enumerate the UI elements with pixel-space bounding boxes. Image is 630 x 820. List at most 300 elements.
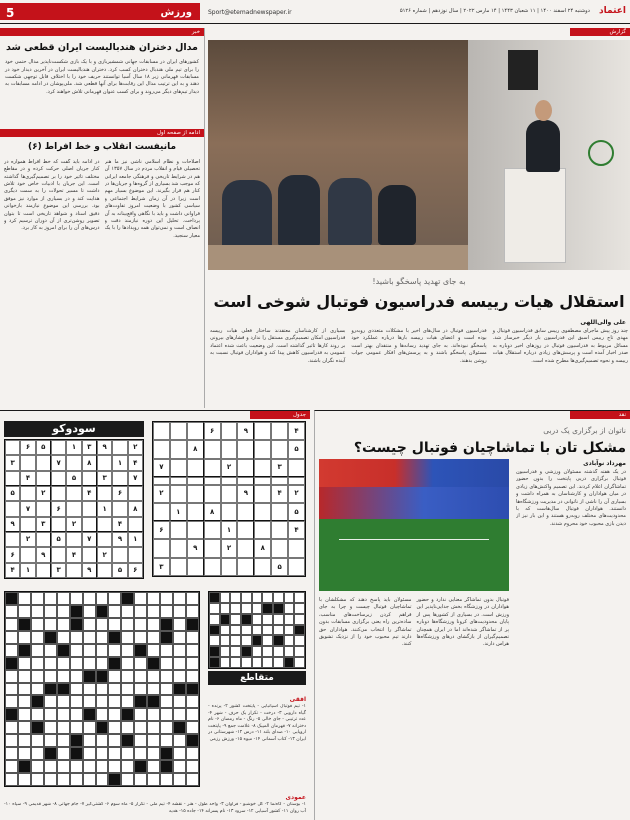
- mini-crossword-grid: [208, 591, 306, 669]
- sudoku-cell: [36, 471, 51, 486]
- crossword-cell: [96, 773, 109, 786]
- sudoku-cell: [97, 532, 112, 547]
- crossword-cell: [44, 708, 57, 721]
- sudoku-cell: [288, 459, 305, 477]
- sudoku-cell: [204, 440, 221, 458]
- crossword-cell: [44, 721, 57, 734]
- stadium-stands-top: [319, 459, 509, 487]
- crossword-cell: [44, 670, 57, 683]
- sudoku-cell: ۷: [128, 471, 143, 486]
- sudoku-cell: [20, 486, 35, 501]
- sudoku-cell: [20, 517, 35, 532]
- crossword-cell: [209, 603, 220, 614]
- sudoku-cell: [112, 547, 127, 562]
- crossword-cell: [18, 657, 31, 670]
- crossword-cell: [147, 760, 160, 773]
- crossword-cell: [294, 657, 305, 668]
- sudoku-cell: ۸: [82, 455, 97, 470]
- crossword-cell: [230, 603, 241, 614]
- crossword-cell: [284, 592, 295, 603]
- crossword-cell: [96, 657, 109, 670]
- sudoku-cell: [128, 547, 143, 562]
- sudoku-cell: [153, 477, 170, 485]
- sudoku-cell: ۱: [20, 563, 35, 578]
- sudoku-cell: ۱: [66, 440, 81, 455]
- crossword-cell: [18, 734, 31, 747]
- crossword-cell: [57, 605, 70, 618]
- crossword-cell: [70, 747, 83, 760]
- crossword-cell: [5, 747, 18, 760]
- crossword-cell: [96, 695, 109, 708]
- crossword-cell: [160, 605, 173, 618]
- crossword-cell: [252, 603, 263, 614]
- sudoku-cell: [271, 440, 288, 458]
- sudoku-cell: [254, 459, 271, 477]
- crossword-cell: [134, 605, 147, 618]
- crossword-cell: [173, 760, 186, 773]
- crossword-cell: [108, 708, 121, 721]
- crossword-cell: [262, 657, 273, 668]
- crossword-cell: [134, 708, 147, 721]
- sudoku-cell: [221, 477, 238, 485]
- crossword-cell: [5, 695, 18, 708]
- crossword-cell: [186, 721, 199, 734]
- crossword-cell: [18, 618, 31, 631]
- crossword-cell: [57, 721, 70, 734]
- crossword-cell: [186, 657, 199, 670]
- crossword-cell: [173, 605, 186, 618]
- article-tag: نقد: [570, 411, 630, 419]
- sudoku-cell: ۵: [288, 440, 305, 458]
- sudoku-cell: ۹: [237, 422, 254, 440]
- crossword-cell: [18, 708, 31, 721]
- stadium-pitch-line: [339, 539, 489, 540]
- sudoku-cell: [221, 558, 238, 576]
- crossword-cell: [83, 592, 96, 605]
- crossword-cell: [186, 631, 199, 644]
- crossword-cell: [173, 592, 186, 605]
- sudoku-cell: [187, 503, 204, 521]
- crossword-cell: [57, 708, 70, 721]
- crossword-cell: [57, 592, 70, 605]
- crossword-cell: [241, 592, 252, 603]
- crossword-cell: [121, 708, 134, 721]
- crossword-cell: [70, 683, 83, 696]
- crossword-cell: [121, 747, 134, 760]
- sudoku-cell: [254, 422, 271, 440]
- crossword-cell: [18, 670, 31, 683]
- crossword-cell: [31, 605, 44, 618]
- crossword-cell: [160, 592, 173, 605]
- sudoku-cell: ۳: [51, 563, 66, 578]
- sudoku-cell: [170, 539, 187, 557]
- sudoku-cell: ۸: [187, 440, 204, 458]
- sudoku-cell: [254, 477, 271, 485]
- sudoku-cell: [36, 563, 51, 578]
- sudoku-cell: [271, 521, 288, 539]
- crossword-cell: [173, 721, 186, 734]
- crossword-cell: [273, 657, 284, 668]
- crossword-cell: [186, 618, 199, 631]
- crossword-cell: [160, 683, 173, 696]
- crossword-cell: [70, 657, 83, 670]
- sudoku-cell: [271, 503, 288, 521]
- sudoku-cell: [170, 422, 187, 440]
- sudoku-cell: [153, 539, 170, 557]
- crossword-cell: [108, 683, 121, 696]
- sudoku-cell: [51, 547, 66, 562]
- sudoku-cell: ۲: [128, 440, 143, 455]
- crossword-cell: [294, 646, 305, 657]
- crossword-cell: [230, 614, 241, 625]
- sudoku-cell: [97, 563, 112, 578]
- crossword-cell: [31, 592, 44, 605]
- crossword-cell: [83, 721, 96, 734]
- sudoku-cell: ۹: [237, 485, 254, 503]
- crossword-cell: [173, 734, 186, 747]
- crossword-cell: [273, 646, 284, 657]
- crossword-cell: [252, 614, 263, 625]
- crossword-cell: [57, 683, 70, 696]
- crossword-cell: [18, 760, 31, 773]
- crossword-cell: [252, 592, 263, 603]
- crossword-cell: [209, 625, 220, 636]
- crossword-cell: [44, 618, 57, 631]
- crossword-cell: [31, 773, 44, 786]
- sudoku-box: [4, 421, 144, 579]
- crossword-cell: [252, 657, 263, 668]
- sudoku-cell: ۴: [20, 471, 35, 486]
- stadium-stands-mid: [319, 487, 509, 519]
- sudoku-cell: ۷: [20, 501, 35, 516]
- crossword-cell: [160, 618, 173, 631]
- crossword-cell: [230, 592, 241, 603]
- crossword-cell: [284, 603, 295, 614]
- crossword-cell: [262, 603, 273, 614]
- crossword-cell: [294, 625, 305, 636]
- crossword-cell: [186, 773, 199, 786]
- sudoku-cell: [51, 471, 66, 486]
- crossword-cell: [186, 683, 199, 696]
- crossword-cell: [230, 657, 241, 668]
- sudoku-cell: ۲: [66, 517, 81, 532]
- sudoku-cell: [288, 477, 305, 485]
- crossword-cell: [173, 708, 186, 721]
- crossword-cell: [262, 625, 273, 636]
- sudoku-cell: ۴: [288, 521, 305, 539]
- crossword-cell: [31, 683, 44, 696]
- report-tag: گزارش: [570, 28, 630, 36]
- crossword-cell: [57, 773, 70, 786]
- sudoku-cell: [5, 501, 20, 516]
- sudoku-cell: [187, 521, 204, 539]
- sudoku-cell: ۱: [112, 455, 127, 470]
- crossword-cell: [209, 592, 220, 603]
- crossword-cell: [186, 644, 199, 657]
- section-name-box: [0, 3, 200, 20]
- crossword-cell: [147, 618, 160, 631]
- sudoku-cell: [237, 440, 254, 458]
- crossword-cell: [5, 670, 18, 683]
- crossword-cell: [70, 605, 83, 618]
- sudoku-cell: [66, 563, 81, 578]
- photo-audience-2: [278, 175, 320, 247]
- sudoku-cell: ۷: [153, 459, 170, 477]
- sudoku-cell: ۵: [288, 503, 305, 521]
- crossword-cell: [173, 695, 186, 708]
- motaghate-title: متقاطع: [208, 671, 306, 685]
- crossword-cell: [186, 747, 199, 760]
- vertical-title: عمودی: [285, 794, 306, 801]
- crossword-cell: [31, 618, 44, 631]
- crossword-cell: [186, 760, 199, 773]
- crossword-cell: [70, 695, 83, 708]
- crossword-cell: [284, 646, 295, 657]
- crossword-cell: [83, 708, 96, 721]
- crossword-cell: [241, 657, 252, 668]
- horizontal-clue-text: ۱- تیم فوتبال اسپانیایی - پایتخت کشور ۲- پرنده - گیاه دارویی ۳- درخت - تکرار یک حرف - شهر ۴- عدد ترتیبی - جای خالی ۵- رنگ - ماه رمضان ۶- نام دخترانه ۷- قهرمان المپیک ۸- علامت جمع ۹- پایتخت اروپایی ۱۰- صدای بلند ۱۱- درس ۱۲- شهرستانی در ایران ۱۳- کتاب آسمانی ۱۴- میوه ۱۵- ورزش رزمی: [208, 704, 306, 742]
- crossword-cell: [262, 592, 273, 603]
- sudoku-cell: [5, 471, 20, 486]
- crossword-cell: [147, 644, 160, 657]
- sudoku-cell: ۵: [5, 486, 20, 501]
- sudoku-cell: ۶: [204, 422, 221, 440]
- crossword-cell: [186, 605, 199, 618]
- crossword-cell: [108, 670, 121, 683]
- crossword-cell: [18, 605, 31, 618]
- report-headline: استقلال هیات رییسه فدراسیون فوتبال شوخی است: [213, 292, 625, 311]
- horizontal-clues: [208, 695, 306, 755]
- crossword-cell: [294, 603, 305, 614]
- crossword-cell: [173, 644, 186, 657]
- sudoku-cell: ۶: [20, 440, 35, 455]
- sudoku-cell: [170, 485, 187, 503]
- sudoku-cell: [97, 455, 112, 470]
- crossword-cell: [57, 631, 70, 644]
- sudoku-cell: [66, 532, 81, 547]
- report-body-col2: فدراسیون فوتبال در سال‌های اخیر با مشکلات متعددی روبه‌رو بوده است و اعضای هیات رییسه بارها درباره عملکرد خود پاسخگو نبوده‌اند. به جای تهدید رسانه‌ها و منتقدان بهتر است مسئولان پاسخگو باشند و به پرسش‌های افکار عمومی جواب روشن بدهند.: [351, 328, 487, 364]
- sudoku-cell: [51, 486, 66, 501]
- photo-podium: [504, 168, 566, 263]
- crossword-cell: [18, 631, 31, 644]
- sudoku-cell: [51, 440, 66, 455]
- crossword-cell: [147, 734, 160, 747]
- crossword-cell: [44, 747, 57, 760]
- crossword-cell: [134, 683, 147, 696]
- crossword-cell: [147, 605, 160, 618]
- report-author: علی والی‌اللهی: [580, 319, 626, 326]
- sudoku-cell: ۱: [221, 521, 238, 539]
- crossword-cell: [96, 644, 109, 657]
- sudoku-cell: [237, 477, 254, 485]
- crossword-cell: [121, 721, 134, 734]
- crossword-cell: [5, 618, 18, 631]
- stadium-photo: [319, 459, 509, 591]
- opinion-body-col2: در ادامه باید گفت که خط افراط همواره در کنار جریان اصلی حرکت کرده و در مقاطع مختلف تاثیر خود را بر تصمیم‌گیری‌ها گذاشته است. این جریان با ادبیات خاص خود تلاش داشت تا مسیر تحولات را به سمت دیگری هدایت کند و در بسیاری از موارد نیز موفق بود. بررسی این موضوع نیازمند بازخوانی دقیق اسناد و شواهد تاریخی است تا بتوان تصویر روشن‌تری از آن دوران ترسیم کرد و درس‌های آن را برای امروز به کار برد.: [4, 158, 100, 232]
- crossword-cell: [284, 614, 295, 625]
- sudoku-cell: [112, 471, 127, 486]
- sudoku-cell: [20, 455, 35, 470]
- sudoku-cell: [187, 485, 204, 503]
- crossword-cell: [5, 734, 18, 747]
- sudoku-cell: [66, 455, 81, 470]
- crossword-cell: [220, 646, 231, 657]
- crossword-cell: [262, 635, 273, 646]
- sudoku-cell: [204, 539, 221, 557]
- crossword-cell: [273, 635, 284, 646]
- photo-audience-3: [328, 178, 372, 246]
- crossword-cell: [70, 721, 83, 734]
- puzzle-tag: جدول: [250, 411, 310, 419]
- sudoku-grid-2: [152, 421, 306, 577]
- photo-speaker: [526, 120, 560, 172]
- crossword-cell: [70, 644, 83, 657]
- crossword-cell: [57, 747, 70, 760]
- sudoku-cell: ۹: [36, 547, 51, 562]
- sudoku-cell: [82, 517, 97, 532]
- sudoku-grid: [4, 439, 144, 579]
- sudoku-cell: ۸: [128, 501, 143, 516]
- sudoku-cell: [237, 521, 254, 539]
- sudoku-cell: [204, 521, 221, 539]
- sudoku-cell: [82, 501, 97, 516]
- crossword-cell: [57, 618, 70, 631]
- crossword-cell: [57, 657, 70, 670]
- sudoku-cell: ۸: [204, 503, 221, 521]
- crossword-cell: [18, 592, 31, 605]
- crossword-cell: [18, 644, 31, 657]
- crossword-cell: [186, 708, 199, 721]
- sudoku-cell: [271, 539, 288, 557]
- crossword-cell: [121, 592, 134, 605]
- crossword-cell: [31, 670, 44, 683]
- sudoku-cell: ۶: [5, 547, 20, 562]
- crossword-cell: [108, 631, 121, 644]
- crossword-cell: [262, 614, 273, 625]
- news-tag: خبر: [0, 28, 204, 36]
- crossword-cell: [147, 657, 160, 670]
- sudoku-cell: [288, 558, 305, 576]
- photo-speaker-head: [535, 100, 552, 121]
- sudoku-cell: ۴: [271, 485, 288, 503]
- crossword-cell: [108, 644, 121, 657]
- crossword-cell: [160, 631, 173, 644]
- crossword-cell: [108, 657, 121, 670]
- opinion-headline: مانیفست انقلاب و خط افراط (۶): [27, 142, 177, 153]
- sudoku-cell: [271, 422, 288, 440]
- crossword-cell: [83, 695, 96, 708]
- crossword-cell: [134, 760, 147, 773]
- crossword-cell: [209, 614, 220, 625]
- article-body-col1: فوتبال بدون تماشاگر معنایی ندارد و حضور هواداران در ورزشگاه بخش جدایی‌ناپذیر این ورزش است. در بسیاری از کشورها پس از پایان محدودیت‌های کرونا ورزشگاه‌ها دوباره پر از تماشاگر شده‌اند اما در ایران همچنان تصمیم‌گیران از بازگشای درهای ورزشگاه‌ها هراس دارند.: [416, 597, 509, 648]
- crossword-cell: [121, 631, 134, 644]
- crossword-cell: [18, 773, 31, 786]
- crossword-cell: [83, 631, 96, 644]
- crossword-cell: [134, 657, 147, 670]
- crossword-cell: [31, 734, 44, 747]
- crossword-cell: [273, 592, 284, 603]
- sudoku-cell: [204, 477, 221, 485]
- crossword-cell: [230, 646, 241, 657]
- crossword-cell: [273, 625, 284, 636]
- crossword-cell: [147, 683, 160, 696]
- crossword-cell: [134, 631, 147, 644]
- crossword-cell: [241, 646, 252, 657]
- puzzle-section: [0, 410, 310, 820]
- crossword-cell: [147, 695, 160, 708]
- sudoku-cell: ۹: [187, 539, 204, 557]
- crossword-cell: [147, 721, 160, 734]
- sudoku-cell: [237, 459, 254, 477]
- crossword-cell: [44, 631, 57, 644]
- crossword-cell: [44, 657, 57, 670]
- crossword-cell: [252, 635, 263, 646]
- sudoku-cell: [221, 503, 238, 521]
- crossword-cell: [134, 773, 147, 786]
- crossword-cell: [57, 760, 70, 773]
- crossword-cell: [241, 635, 252, 646]
- report-section: [208, 28, 630, 408]
- stadium-pitch: [319, 519, 509, 591]
- sudoku-cell: [153, 503, 170, 521]
- crossword-cell: [57, 734, 70, 747]
- crossword-cell: [83, 605, 96, 618]
- crossword-cell: [44, 683, 57, 696]
- sudoku-title: سودوکو: [4, 421, 144, 437]
- crossword-cell: [284, 657, 295, 668]
- article-author: مهرداد نوآبادی: [583, 460, 626, 467]
- sudoku-cell: [170, 459, 187, 477]
- crossword-cell: [70, 631, 83, 644]
- left-column: [0, 28, 205, 408]
- crossword-cell: [70, 734, 83, 747]
- sudoku-cell: ۵: [36, 440, 51, 455]
- sudoku-cell: [51, 517, 66, 532]
- crossword-cell: [96, 760, 109, 773]
- crossword-cell: [147, 708, 160, 721]
- crossword-cell: [173, 747, 186, 760]
- crossword-cell: [173, 773, 186, 786]
- photo-audience-1: [222, 180, 272, 250]
- crossword-cell: [160, 760, 173, 773]
- crossword-cell: [284, 635, 295, 646]
- sudoku-cell: [254, 440, 271, 458]
- sudoku-cell: [97, 486, 112, 501]
- masthead: [0, 0, 630, 24]
- crossword-cell: [70, 618, 83, 631]
- sudoku-cell: ۲: [20, 532, 35, 547]
- crossword-cell: [121, 605, 134, 618]
- crossword-cell: [134, 747, 147, 760]
- sudoku-cell: [237, 503, 254, 521]
- sudoku-cell: [170, 440, 187, 458]
- crossword-cell: [134, 644, 147, 657]
- sudoku-cell: ۹: [112, 532, 127, 547]
- crossword-cell: [44, 760, 57, 773]
- crossword-cell: [262, 646, 273, 657]
- sudoku-cell: ۳: [82, 440, 97, 455]
- crossword-cell: [31, 695, 44, 708]
- crossword-cell: [173, 670, 186, 683]
- crossword-cell: [241, 603, 252, 614]
- report-kicker: به جای تهدید پاسخگو باشید!: [372, 277, 466, 286]
- crossword-cell: [44, 773, 57, 786]
- crossword-cell: [220, 625, 231, 636]
- crossword-cell: [44, 605, 57, 618]
- crossword-cell: [230, 635, 241, 646]
- crossword-cell: [294, 614, 305, 625]
- dateline: دوشنبه ۲۴ اسفند ۱۴۰۰ | ۱۱ شعبان ۱۴۴۳ | ۱۴ مارس ۲۰۲۲ | سال نوزدهم | شماره ۵۱۲۶: [399, 8, 590, 14]
